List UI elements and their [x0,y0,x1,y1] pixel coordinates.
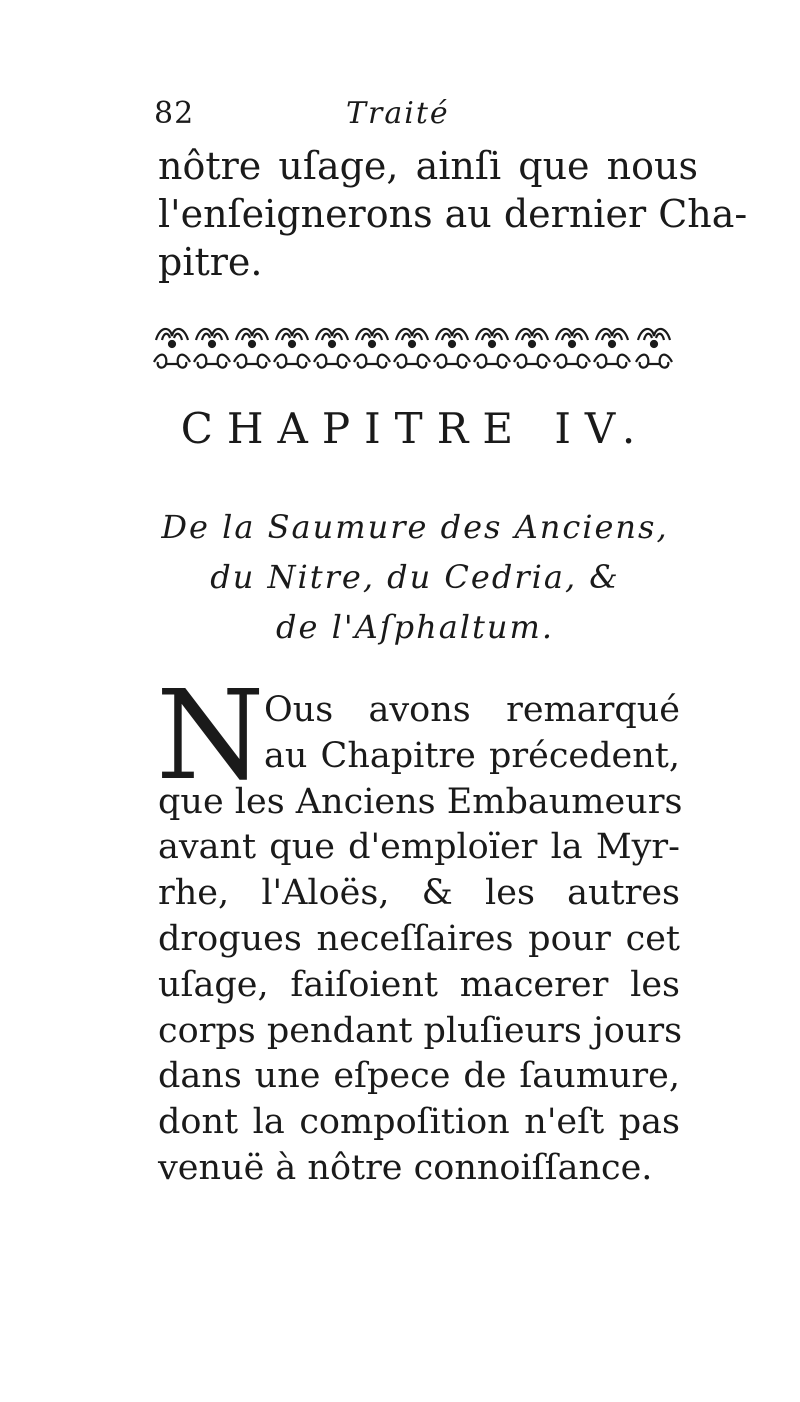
text-line: l'enſeignerons au dernier Cha- [158,192,748,236]
body-paragraph [158,688,683,1192]
text-line: dont la compoſition n'eſt pas [158,1102,680,1143]
text-line: au Chapitre précedent, [264,735,680,776]
text-line: drogues neceſſaires pour cet [158,918,680,959]
text-line: corps pendant pluſieurs jours [158,1010,683,1051]
text-line: rhe, l'Aloës, & les autres [158,873,680,914]
subtitle-line: du Nitre, du Cedria, & [210,558,620,596]
subtitle-line: de l'Aſphaltum. [276,608,554,646]
running-head [150,96,670,136]
chapter-subtitle [150,502,680,652]
floral-border-icon [152,318,678,376]
chapter-heading: CHAPITRE IV. [180,404,650,453]
subtitle-line: De la Saumure des Anciens, [161,508,669,546]
text-line: avant que d'emploïer la Myr- [158,827,680,868]
text-line: Ous avons remarqué [264,690,680,730]
page-number: 82 [154,96,195,131]
text-line: venuë à nôtre connoiſſance. [158,1147,653,1188]
text-line: uſage, faiſoient macerer les [158,964,680,1005]
text-line: nôtre uſage, ainſi que nous [158,144,698,188]
text-line: dans une eſpece de ſaumure, [158,1056,680,1097]
text-line: que les Anciens Embaumeurs [158,781,683,822]
drop-capital: N [156,664,265,808]
continued-paragraph [158,142,748,286]
running-title: Traité [346,96,450,131]
text-line: pitre. [158,240,263,284]
